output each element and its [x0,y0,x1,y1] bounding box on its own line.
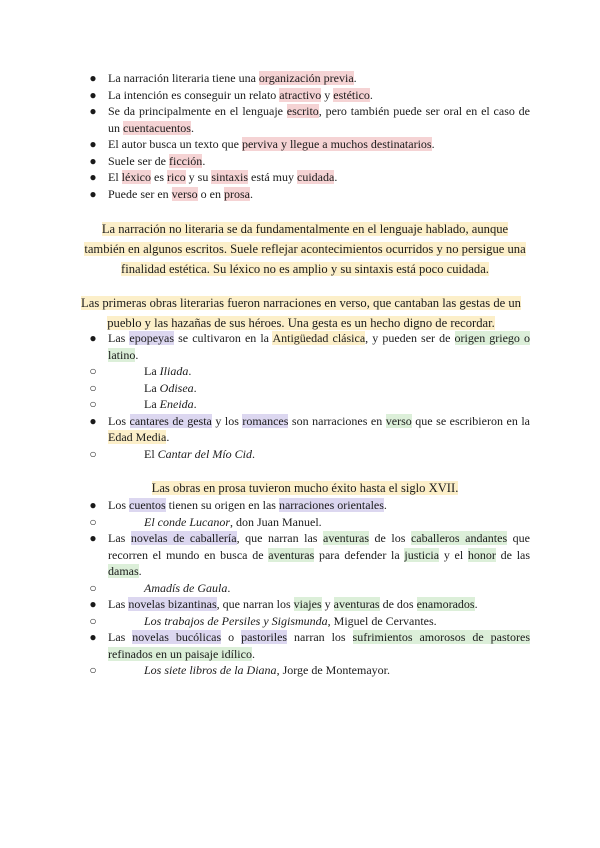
bullet-icon: ● [89,71,97,85]
list-item: ● Las epopeyas se cultivaron en la Antigüedad clásica, y pueden ser de origen griego o latino. [86,330,530,363]
list-item: ● Las novelas bucólicas o pastoriles narran los sufrimientos amorosos de pastores refinados en un paisaje idílico. [86,629,530,662]
hollow-bullet-icon: ○ [89,397,97,411]
list-item: ● Se da principalmente en el lenguaje escrito, pero también puede ser oral en el caso de un cuentacuentos. [86,103,530,136]
non-literary-paragraph: La narración no literaria se da fundamentalmente en el lenguaje hablado, aunque también en algunos escritos. Suele reflejar acontecimientos ocurridos y no persigue una finalidad estética. Su léxico no es amplio y su sintaxis está poco cuidada. [84,222,526,276]
sub-list-item: ○ La Eneida. [86,396,530,413]
hollow-bullet-icon: ○ [89,514,97,529]
sub-list-item: ○ La Odisea. [86,380,530,397]
list-item: ● Suele ser de ficción. [86,153,530,170]
list-item: ● El autor busca un texto que perviva y llegue a muchos destinatarios. [86,136,530,153]
hollow-bullet-icon: ○ [89,446,97,461]
sub-list-item: ○ Los trabajos de Persiles y Sigismunda, Miguel de Cervantes. [86,613,530,630]
bullet-icon: ● [89,137,97,151]
bullet-icon: ● [89,87,97,102]
list-item: ● Los cantares de gesta y los romances son narraciones en verso que se escribieron en la Edad Media. [86,413,530,446]
sub-list-item: ○ La Iliada. [86,363,530,380]
sub-list-item: ○ El Cantar del Mío Cid. [86,446,530,463]
sub-list-item: ○ Amadís de Gaula. [86,580,530,597]
bullet-icon: ● [89,498,97,512]
list-item: ● Las novelas bizantinas, que narran los viajes y aventuras de dos enamorados. [86,596,530,613]
hollow-bullet-icon: ○ [89,364,97,378]
hollow-bullet-icon: ○ [89,613,97,628]
hollow-bullet-icon: ○ [89,580,97,595]
sub-list-item: ○ El conde Lucanor, don Juan Manuel. [86,514,530,531]
literary-features-list [86,70,530,202]
bullet-icon: ● [89,597,97,611]
bullet-icon: ● [89,413,97,428]
hollow-bullet-icon: ○ [89,380,97,395]
bullet-icon: ● [89,186,97,201]
list-item: ● La narración literaria tiene una organización previa. [86,70,530,87]
prose-works-heading: Las obras en prosa tuvieron mucho éxito hasta el siglo XVII. [151,481,459,495]
hollow-bullet-icon: ○ [89,663,97,677]
first-works-paragraph: Las primeras obras literarias fueron narraciones en verso, que cantaban las gestas de un pueblo y las hazañas de sus héroes. Una gesta es un hecho digno de recordar. [81,296,521,330]
list-item: ● Las novelas de caballería, que narran las aventuras de los caballeros andantes que recorren el mundo en busca de aventuras para defender la justicia y el honor de las damas. [86,530,530,580]
bullet-icon: ● [89,630,97,644]
bullet-icon: ● [89,331,97,345]
bullet-icon: ● [89,153,97,168]
bullet-icon: ● [89,104,97,118]
prose-works-list [86,497,530,679]
verse-works-list [86,330,530,462]
list-item: ● Puede ser en verso o en prosa. [86,186,530,203]
list-item: ● El léxico es rico y su sintaxis está muy cuidada. [86,169,530,186]
list-item: ● La intención es conseguir un relato atractivo y estético. [86,87,530,104]
sub-list-item: ○ Los siete libros de la Diana, Jorge de Montemayor. [86,662,530,679]
bullet-icon: ● [89,170,97,184]
bullet-icon: ● [89,531,97,545]
list-item: ● Los cuentos tienen su origen en las narraciones orientales. [86,497,530,514]
